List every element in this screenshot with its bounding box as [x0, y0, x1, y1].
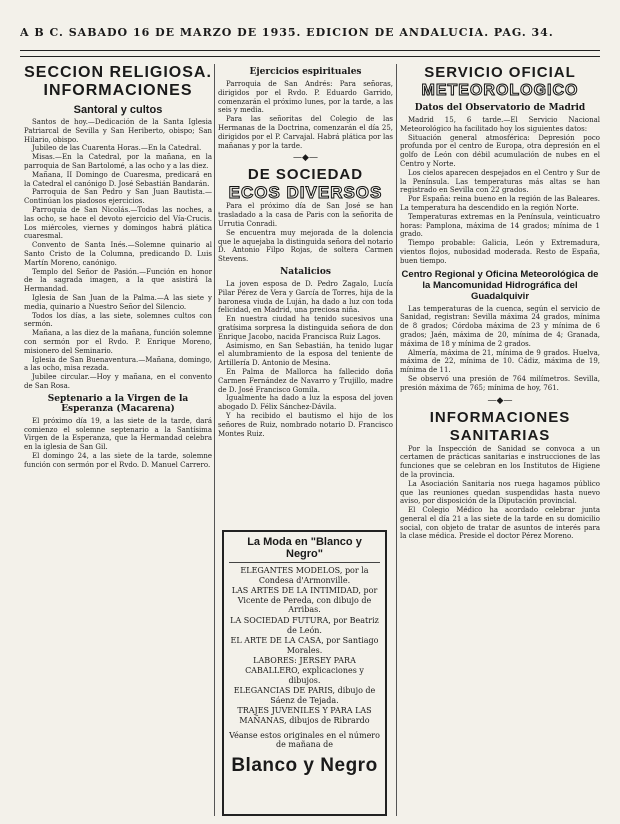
ad-line: LABORES: JERSEY PARA CABALLERO, explicaciones y dibujos. — [245, 656, 364, 685]
ad-title: La Moda en "Blanco y Negro" — [229, 536, 380, 563]
paragraph: Mañana, a las diez de la mañana, función solemne con sermón por el Rvdo. P. Enrique Moreno, misionero del Seminario. — [24, 329, 212, 355]
paragraph: Situación general atmosférica: Depresión poco profunda por el centro de Europa, otra depresión en el golfo de León con débil acumulación de nubes en el Centro y Norte. — [400, 133, 600, 168]
paragraph: Se encuentra muy mejorada de la dolencia que le aquejaba la distinguida señora del notario D. Antonio Filpo Rojas, de soltera Carmen Stevens. — [218, 228, 393, 264]
paragraph: Iglesia de San Juan de la Palma.—A las siete y media, quinario a Nuestro Señor del Silencio. — [24, 293, 212, 311]
paragraph: Igualmente ha dado a luz la esposa del joven abogado D. Félix Sánchez-Dávila. — [218, 394, 393, 412]
column-weather-health — [400, 64, 600, 816]
paragraph: La Asociación Sanitaria nos ruega hagamos público que las reuniones quedan suspendidas hasta nuevo aviso, por disposición de la Diputación provincial. — [400, 479, 600, 506]
paragraph: Parroquia de San Nicolás.—Todas las noches, a las ocho, se hace el devoto ejercicio del Vía-Crucis. Los miércoles, viernes y domingos habrá plática cuaresmal. — [24, 205, 212, 241]
ad-line: ELEGANTES MODELOS, por la Condesa d'Armonville. — [240, 566, 369, 585]
paragraph: Iglesia de San Buenaventura.—Mañana, domingo, a las ocho, misa rezada. — [24, 355, 212, 373]
section-title: SANITARIAS — [449, 426, 551, 444]
ad-line: LA SOCIEDAD FUTURA, por Beatriz de León. — [230, 615, 379, 635]
column-religion — [24, 64, 212, 816]
subheading: Natalicios — [280, 266, 331, 277]
subheading: Septenario a la Virgen de la Esperanza (Macarena) — [47, 393, 189, 414]
section-title: METEOROLOGICO — [421, 82, 579, 99]
paragraph: El próximo día 19, a las siete de la tarde, dará comienzo el solemne septenario a la Santísima Virgen de la Esperanza, que la Hermandad celebra en la iglesia de San Gil. — [24, 416, 212, 452]
paragraph: Las temperaturas de la cuenca, según el servicio de Sanidad, registran: Sevilla máxima 24 grados, mínima de 8 grados; Córdoba máxima de 23 y mínima de 6 grados; Jaén, máxima de 20, mínima de 4; Granada, máxima de 18 y mínima de 2 grados. — [400, 304, 600, 348]
paragraph: Temperaturas extremas en la Península, veinticuatro horas: Pamplona, máxima de 14 grados; mínima de 1 grado. — [400, 212, 600, 239]
paragraph: En nuestra ciudad ha tenido sucesivos una gratísima sorpresa la distinguida señora de don Enrique Jacobo, nacida Francisca Ruiz Lagos. — [218, 315, 393, 341]
paragraph: Jubilee circular.—Hoy y mañana, en el convento de San Rosa. — [24, 373, 212, 390]
section-title: INFORMACIONES — [429, 408, 571, 426]
paragraph: En Palma de Mallorca ha fallecido doña Carmen Fernández de Navarro y Trujillo, madre de D. José Francisco Gomila. — [218, 367, 393, 394]
ad-line: TRAJES JUVENILES Y PARA LAS MAÑANAS, dibujos de Ribrardo — [237, 706, 372, 725]
paragraph: Se observó una presión de 764 milímetros. Sevilla, presión máxima de 765; mínima de hoy, 761. — [400, 374, 600, 392]
paragraph: Templo del Señor de Pasión.—Función en honor de la sagrada imagen, a la que asistirá la Hermandad. — [24, 267, 212, 294]
ad-footer: Véanse estos originales en el número de mañana de — [229, 730, 380, 749]
section-title: ECOS DIVERSOS — [228, 183, 383, 203]
ad-line: LAS ARTES DE LA INTIMIDAD, por Vicente de Pereda, con dibujo de Arribas. — [231, 586, 378, 615]
section-title: DE SOCIEDAD — [247, 166, 364, 184]
ornament-divider: —◆— — [487, 395, 513, 406]
paragraph: Para el próximo día de San José se han trasladado a la casa de Paris con la señorita de Urrutia Conradi. — [218, 202, 393, 228]
subheading: Centro Regional y Oficina Meteorológica de la Mancomunidad Hidrográfica del Guadalquivir — [401, 268, 599, 302]
paragraph: Para las señoritas del Colegio de las Hermanas de la Doctrina, comenzarán el día 25, dirigidos por el P. Carvajal. Habrá plática por las mañanas y por la tarde. — [218, 115, 393, 150]
subheading: Datos del Observatorio de Madrid — [414, 103, 586, 113]
paragraph: Asimismo, en San Sebastián, ha tenido lugar el alumbramiento de la esposa del teniente de Artillería D. Antonio de Mesina. — [218, 341, 393, 368]
paragraph: Jubileo de las Cuarenta Horas.—En la Catedral. — [32, 144, 202, 153]
column-divider — [214, 64, 215, 816]
subheading: Santoral y cultos — [73, 104, 163, 116]
header-rule-thin — [20, 56, 600, 57]
ad-line: EL ARTE DE LA CASA, por Santiago Morales. — [230, 636, 379, 655]
paragraph: Por la Inspección de Sanidad se convoca a un certamen de prácticas sanitarias e instrucciones de las funciones que se celebran en los Institutos de Higiene de la provincia. — [400, 444, 600, 479]
paragraph: La joven esposa de D. Pedro Zagalo, Lucía Pilar Pérez de Vera y García de Torres, hija de la baronesa viuda de Luján, ha dado a luz con toda felicidad, en Madrid, una preciosa niña. — [218, 279, 393, 315]
paragraph: Madrid 15, 6 tarde.—El Servicio Nacional Meteorológico ha facilitado hoy los siguientes datos: — [400, 116, 600, 133]
section-title: SERVICIO OFICIAL — [424, 64, 576, 81]
paragraph: Parroquia de San Andrés: Para señoras, dirigidos por el Rvdo. P. Eduardo Garrido, comenzarán el próximo lunes, por la tarde, a las seis y media. — [218, 80, 393, 115]
paragraph: Almería, máxima de 21, mínima de 9 grados. Huelva, máxima de 22, mínima de 10. Cádiz, máxima de 19, mínima de 11. — [400, 348, 600, 375]
ad-line: ELEGANCIAS DE PARIS, dibujo de Sáenz de Tejada. — [233, 686, 376, 705]
paragraph: Santos de hoy.—Dedicación de la Santa Iglesia Patriarcal de Sevilla y San Heriberto, obispo; San Hilario, obispo. — [24, 118, 212, 144]
paragraph: Parroquia de San Pedro y San Juan Bautista.—Continúan los piadosos ejercicios. — [24, 188, 212, 206]
page-header: A B C. SABADO 16 DE MARZO DE 1935. EDICION DE ANDALUCIA. PAG. 34. — [20, 26, 554, 39]
paragraph: Por España: reina bueno en la región de las Baleares. La temperatura ha descendido en la región Norte. — [400, 195, 600, 212]
paragraph: Tiempo probable: Galicia, León y Extremadura, vientos flojos, nubosidad moderada. Resto de España, buen tiempo. — [400, 239, 600, 265]
paragraph: El domingo 24, a las siete de la tarde, solemne función con sermón por el Rvdo. D. Manuel Carrero. — [24, 451, 212, 469]
section-title: INFORMACIONES — [43, 82, 193, 99]
ornament-divider: —◆— — [293, 153, 318, 164]
column-divider — [396, 64, 397, 816]
advertisement-box — [222, 530, 387, 816]
paragraph: Todos los días, a las siete, solemnes cultos con sermón. — [24, 311, 212, 329]
subheading: Ejercicios espirituales — [249, 67, 362, 77]
paragraph: Convento de Santa Inés.—Solemne quinario al Santo Cristo de la Columna, predicando D. Luis Martín Moreno, canónigo. — [24, 241, 212, 267]
paragraph: El Colegio Médico ha acordado celebrar junta general el día 21 a las siete de la tarde en su domicilio social, con objeto de tratar de asuntos de interés para la clase médica. Preside el doctor Pérez Moreno. — [400, 506, 600, 541]
paragraph: Y ha recibido el bautismo el hijo de los señores de Ruiz, nombrado notario D. Francisco Montes Ruiz. — [218, 411, 393, 438]
paragraph: Los cielos aparecen despejados en el Centro y Sur de la Península. Las temperaturas más altas se han registrado en Sevilla con 22 grados. — [400, 168, 600, 195]
section-title: SECCION RELIGIOSA. — [24, 64, 212, 81]
paragraph: Mañana, II Domingo de Cuaresma, predicará en la Catedral el canónigo D. José Sebastián Bandarán. — [24, 170, 212, 188]
column-society — [218, 64, 393, 526]
header-rule — [20, 50, 600, 51]
ad-logo: Blanco y Negro — [231, 754, 378, 776]
paragraph: Misas.—En la Catedral, por la mañana, en la parroquia de San Bartolomé, a las ocho y a las diez. — [24, 153, 212, 170]
